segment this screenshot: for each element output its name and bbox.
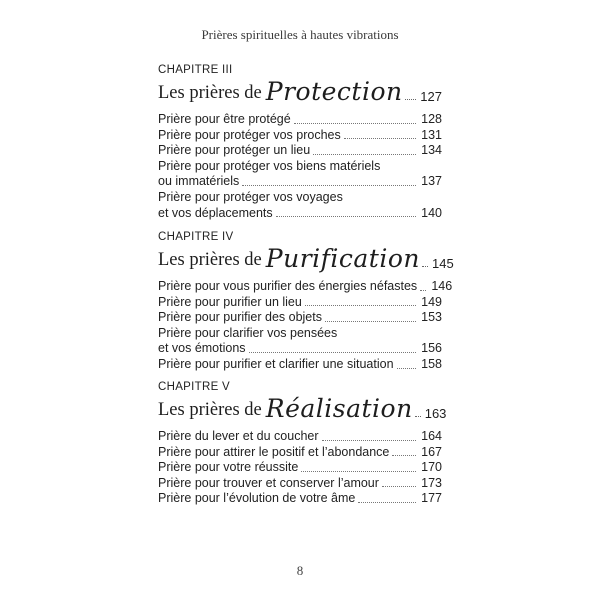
running-header: Prières spirituelles à hautes vibrations [201, 27, 399, 42]
toc-entry-page: 173 [421, 475, 442, 490]
toc-entry-text: Prière pour protéger un lieu [158, 143, 311, 158]
toc-entry-page: 170 [421, 460, 442, 475]
dot-leader [276, 216, 416, 217]
chapter-title-script: Réalisation [265, 394, 413, 423]
dot-leader [313, 154, 416, 155]
toc-entry[interactable] [158, 295, 442, 311]
dot-leader [301, 471, 416, 472]
chapter-title-row [158, 77, 442, 107]
toc-entry-text: Prière pour l’évolution de votre âme [158, 491, 356, 506]
toc-entry[interactable] [158, 460, 442, 476]
toc-entry-page: 149 [421, 294, 442, 309]
toc-entry-page: 128 [421, 112, 442, 126]
toc-entry[interactable] [158, 128, 442, 144]
chapter-title-script: Purification [265, 244, 420, 273]
dot-leader [358, 502, 416, 503]
chapter-title-row [158, 244, 454, 274]
toc-entry-page: 177 [421, 491, 442, 506]
toc-entry-page: 156 [421, 341, 442, 356]
toc-entry-text: Prière pour être protégé [158, 112, 291, 126]
toc-entry-text: Prière pour attirer le positif et l’abondance [158, 444, 390, 459]
toc-entry[interactable] [158, 310, 442, 326]
toc-entry-text: et vos déplacements [158, 205, 273, 220]
chapter-label: CHAPITRE IV [158, 231, 234, 243]
toc-entry[interactable] [158, 112, 442, 128]
dot-leader [305, 305, 416, 306]
toc-entry-page: 153 [421, 310, 442, 325]
toc-entry-page: 164 [421, 429, 442, 443]
dot-leader [325, 321, 416, 322]
toc-entry-page: 158 [421, 356, 442, 371]
toc-entry-text: Prière pour purifier et clarifier une situation [158, 356, 394, 371]
toc-entry-page: 167 [421, 444, 442, 459]
toc-entry-text: et vos émotions [158, 341, 246, 356]
toc-entry-text: Prière pour purifier un lieu [158, 294, 302, 309]
dot-leader [405, 99, 417, 100]
toc-entry[interactable] [158, 341, 442, 357]
chapter-title-prefix: Les prières de [158, 83, 262, 103]
toc-entry-text: Prière pour vous purifier des énergies néfastes [158, 279, 418, 293]
chapter-title-prefix: Les prières de [158, 400, 262, 420]
toc-entry[interactable] [158, 476, 442, 492]
toc-entry-text: ou immatériels [158, 174, 240, 189]
toc-entry-text: Prière pour protéger vos proches [158, 127, 341, 142]
chapter-page-number: 163 [424, 406, 447, 421]
toc-entry[interactable] [158, 429, 442, 445]
dot-leader [422, 266, 428, 267]
dot-leader [322, 440, 416, 441]
dot-leader [242, 185, 416, 186]
dot-leader [344, 138, 416, 139]
page-number: 8 [296, 563, 304, 578]
toc-entry[interactable] [158, 206, 442, 222]
toc-entry[interactable] [158, 445, 442, 461]
chapter-title-prefix: Les prières de [158, 250, 262, 270]
toc-entry-first-line[interactable]: Prière pour protéger vos biens matériels [158, 158, 381, 173]
chapter-page-number: 127 [420, 89, 442, 104]
toc-section-chapter-5 [158, 380, 447, 507]
toc-entry-page: 140 [421, 205, 442, 220]
dot-leader [392, 455, 416, 456]
chapter-title-row [158, 394, 447, 424]
toc-entry[interactable] [158, 279, 453, 295]
dot-leader [382, 486, 416, 487]
toc-entry-page: 131 [421, 127, 442, 142]
toc-entry-text: Prière pour votre réussite [158, 460, 299, 475]
toc-entry[interactable] [158, 143, 442, 159]
toc-entry-text: Prière du lever et du coucher [158, 429, 319, 443]
toc-entry-page: 134 [421, 143, 442, 158]
dot-leader [294, 123, 416, 124]
chapter-page-number: 145 [431, 256, 454, 271]
dot-leader [420, 290, 426, 291]
toc-entry-first-line[interactable]: Prière pour clarifier vos pensées [158, 325, 338, 340]
dot-leader [415, 416, 421, 417]
toc-entry-page: 137 [421, 174, 442, 189]
toc-entry-text: Prière pour purifier des objets [158, 310, 322, 325]
dot-leader [249, 352, 416, 353]
dot-leader [397, 368, 416, 369]
toc-entry[interactable] [158, 357, 442, 373]
toc-entry-text: Prière pour trouver et conserver l’amour [158, 475, 379, 490]
chapter-title-script: Protection [265, 77, 403, 106]
chapter-label: CHAPITRE V [158, 381, 231, 393]
toc-entry[interactable] [158, 174, 442, 190]
toc-section-chapter-3 [158, 63, 442, 221]
toc-section-chapter-4 [158, 230, 454, 373]
chapter-label: CHAPITRE III [158, 64, 233, 76]
toc-entry[interactable] [158, 491, 442, 507]
toc-entry-first-line[interactable]: Prière pour protéger vos voyages [158, 189, 343, 204]
toc-entry-page: 146 [431, 279, 453, 293]
